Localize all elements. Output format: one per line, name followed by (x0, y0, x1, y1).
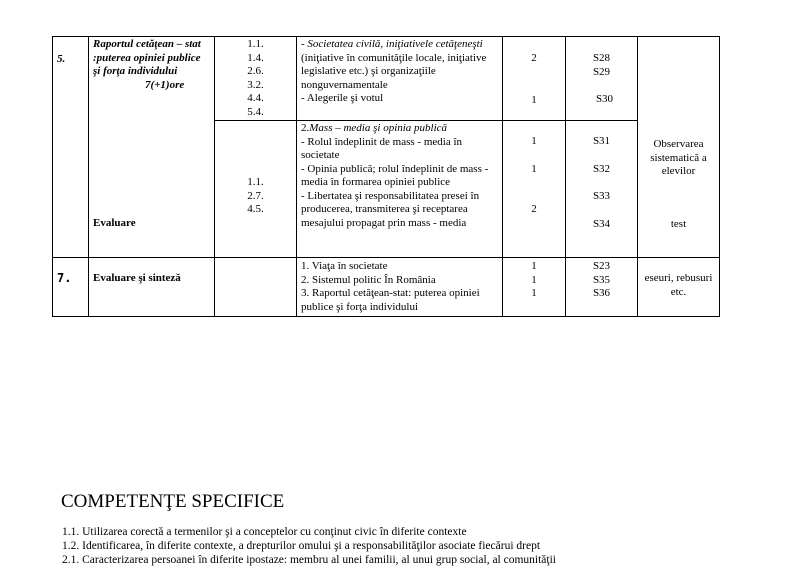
row-number-cell (53, 37, 89, 258)
weeks-cell (566, 258, 638, 317)
hours-cell (503, 258, 566, 317)
content-cell (297, 258, 503, 317)
content-item: - Libertatea şi responsabilitatea presei în producerea, transmiterea şi receptarea mesajului propagat prin mass - media (301, 189, 480, 229)
hours-value: 1 (531, 287, 537, 299)
hours-value: 1 (531, 135, 537, 147)
week-value: S29 (592, 65, 611, 78)
competenta: 2.6. (247, 65, 264, 77)
competenta: 2.7. (247, 189, 264, 202)
row-number: 7. (57, 271, 72, 285)
week-value: S36 (592, 287, 611, 299)
competenta: 4.5. (247, 203, 264, 215)
competenta: 1.1. (247, 38, 264, 50)
content-item: 3. Raportul cetăţean-stat: puterea opiniei publice şi forţa individului (301, 287, 480, 313)
hours-value: 2 (531, 52, 537, 64)
content-cell (297, 37, 503, 121)
unit-cell (89, 37, 215, 258)
week-value: S31 (592, 135, 611, 147)
hours-value: 1 (531, 93, 537, 106)
evaluation-test: test (670, 218, 687, 230)
week-value: S33 (592, 190, 611, 202)
evaluation-methods: Observarea sistematică a elevilor (650, 138, 707, 177)
week-value: S30 (595, 93, 614, 105)
table-row (53, 258, 720, 317)
weeks-cell (566, 37, 638, 121)
competenta: 4.4. (247, 92, 264, 104)
row-number: 5. (57, 53, 66, 65)
unit-evaluation: Evaluare (93, 217, 136, 229)
content-item: - Rolul îndeplinit de mass - media în societate (301, 135, 463, 161)
content-item: - Alegerile şi votul (301, 92, 384, 104)
competente-cell (215, 258, 297, 317)
section-title: COMPETENŢE SPECIFICE (61, 491, 285, 512)
weeks-cell (566, 121, 638, 258)
unit-title: Raportul cetăţean – stat :puterea opiniei publice şi forţa individului (93, 38, 201, 77)
competente-cell (215, 121, 297, 258)
table-row (53, 37, 720, 121)
competenta: 3.2. (247, 78, 264, 91)
content-item: - Societatea civilă, iniţiativele cetăţeneşti (iniţiative în comunităţile locale, iniţiative legislative etc.) şi organizaţiile nonguvernamentale (301, 38, 487, 91)
competenta: 5.4. (247, 105, 264, 118)
unit-cell (89, 258, 215, 317)
week-value: S28 (592, 52, 611, 64)
competente-cell (215, 37, 297, 121)
list-item: 2.1. Caracterizarea persoanei în diferite ipostaze: membru al unei familii, al unui grup social, al comunităţii (62, 554, 557, 566)
week-value: S35 (592, 273, 611, 286)
content-item: - Opinia publică; rolul îndeplinit de mass - media în formarea opiniei publice (301, 162, 489, 188)
content-cell (297, 121, 503, 258)
content-item: 2. Sistemul politic În România (301, 273, 436, 286)
hours-value: 2 (531, 203, 537, 215)
content-item: 1. Viaţa în societate (301, 260, 388, 272)
competenta: 1.4. (247, 51, 264, 64)
hours-value: 1 (531, 260, 537, 272)
content-title: 2.Mass – media şi opinia publică (301, 122, 448, 134)
hours-value: 1 (531, 273, 537, 286)
week-value: S34 (592, 217, 611, 230)
list-item: 1.2. Identificarea, în diferite contexte, a drepturilor omului şi a responsabilităţilor asociate fiecărui drept (62, 540, 541, 552)
evaluation-cell (638, 37, 720, 258)
week-value: S32 (592, 162, 611, 175)
hours-cell (503, 121, 566, 258)
row-number-cell (53, 258, 89, 317)
planning-table (52, 36, 720, 317)
unit-hours: 7(+1)ore (145, 78, 185, 91)
unit-title: Evaluare şi sinteză (93, 272, 181, 284)
competenta: 1.1. (247, 176, 264, 188)
hours-value: 1 (531, 162, 537, 175)
hours-cell (503, 37, 566, 121)
evaluation-methods: eseuri, rebusuri etc. (644, 272, 713, 298)
list-item: 1.1. Utilizarea corectă a termenilor şi a conceptelor cu conţinut civic în diferite contexte (62, 526, 467, 538)
evaluation-cell (638, 258, 720, 317)
week-value: S23 (592, 260, 611, 272)
competente-list (62, 525, 556, 567)
